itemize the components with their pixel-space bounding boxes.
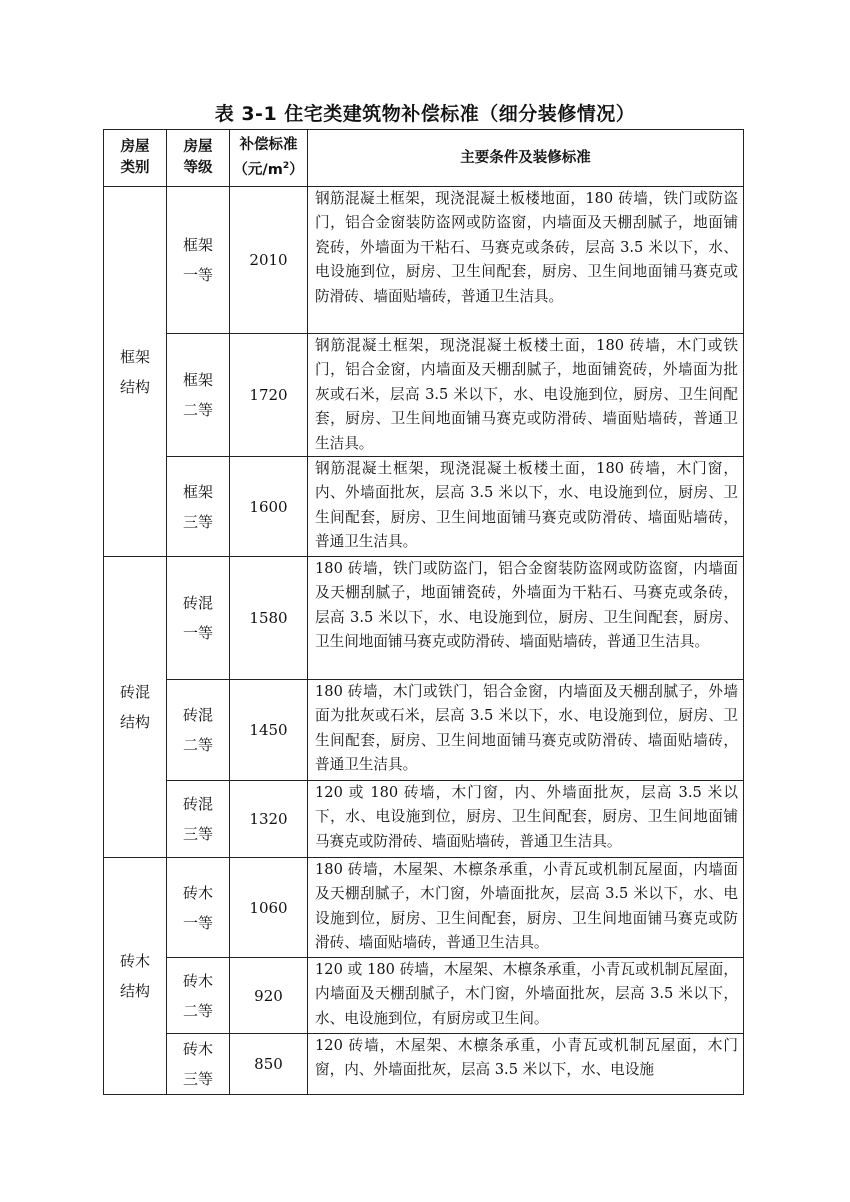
desc-cell: 钢筋混凝土框架，现浇混凝土板楼土面，180 砖墙，木门或铁门，铝合金窗，内墙面及天棚刮腻子，地面铺瓷砖，外墙面为批灰或石米，层高 3.5 米以下，水、电设施到位，厨房、卫生间配套，厨房、卫生间地面铺马赛克或防滑砖、墙面贴墙砖，普通卫生洁具。 — [308, 334, 744, 457]
table-title: 表 3-1 住宅类建筑物补偿标准（细分装修情况） — [214, 103, 636, 125]
grade-cell: 砖木二等 — [167, 958, 230, 1034]
header-price-unit: （元$/m^2$） — [233, 161, 304, 178]
grade-cell: 框架一等 — [167, 187, 230, 334]
grade-cell: 框架三等 — [167, 457, 230, 557]
price-cell: 850 — [230, 1034, 308, 1095]
grade-cell: 砖混一等 — [167, 557, 230, 680]
desc-cell — [308, 1034, 744, 1095]
header-category: 房屋类别 — [104, 130, 167, 187]
table-row — [104, 781, 744, 858]
desc-text: 120 砖墙，木屋架、木檩条承重，小青瓦或机制瓦屋面，木门窗，内、外墙面批灰，层高 3.5 米以下，水、电设施 — [315, 1037, 738, 1079]
category-cell: 砖混结构 — [104, 557, 167, 858]
desc-cell: 钢筋混凝土框架，现浇混凝土板楼土面，180 砖墙，木门窗，内、外墙面批灰，层高 3.5 米以下，水、电设施到位，厨房、卫生间配套，厨房、卫生间地面铺马赛克或防滑砖、墙面贴墙砖，普通卫生洁具。 — [308, 457, 744, 557]
header-desc: 主要条件及装修标准 — [308, 130, 744, 187]
desc-cell: 180 砖墙，铁门或防盗门，铝合金窗装防盗网或防盗窗，内墙面及天棚刮腻子，地面铺瓷砖，外墙面为干粘石、马赛克或条砖，层高 3.5 米以下，水、电设施到位，厨房、卫生间配套，厨房、卫生间地面铺马赛克或防滑砖、墙面贴墙砖，普通卫生洁具。 — [308, 557, 744, 680]
price-cell: 920 — [230, 958, 308, 1034]
table-row — [104, 858, 744, 958]
table-row — [104, 958, 744, 1034]
grade-cell: 框架二等 — [167, 334, 230, 457]
header-price — [230, 130, 308, 187]
desc-cell: 钢筋混凝土框架，现浇混凝土板楼地面，180 砖墙，铁门或防盗门，铝合金窗装防盗网或防盗窗，内墙面及天棚刮腻子，地面铺瓷砖，外墙面为干粘石、马赛克或条砖，层高 3.5 米以下，水、电设施到位，厨房、卫生间配套，厨房、卫生间地面铺马赛克或防滑砖、墙面贴墙砖，普通卫生洁具。 — [308, 187, 744, 334]
header-row — [104, 130, 744, 187]
grade-cell: 砖木一等 — [167, 858, 230, 958]
grade-cell: 砖混二等 — [167, 680, 230, 781]
header-price-line1: 补偿标准 — [239, 137, 298, 154]
grade-cell: 砖木三等 — [167, 1034, 230, 1095]
table-row — [104, 1034, 744, 1095]
grade-cell: 砖混三等 — [167, 781, 230, 858]
desc-cell: 180 砖墙，木门或铁门，铝合金窗，内墙面及天棚刮腻子，外墙面为批灰或石米，层高 3.5 米以下，水、电设施到位，厨房、卫生间配套，厨房、卫生间地面铺马赛克或防滑砖、墙面贴墙砖，普通卫生洁具。 — [308, 680, 744, 781]
category-cell: 框架结构 — [104, 187, 167, 557]
table-row — [104, 334, 744, 457]
price-cell: 2010 — [230, 187, 308, 334]
price-cell: 1060 — [230, 858, 308, 958]
table-row — [104, 187, 744, 334]
category-cell: 砖木结构 — [104, 858, 167, 1095]
header-grade: 房屋等级 — [167, 130, 230, 187]
price-cell: 1450 — [230, 680, 308, 781]
desc-cell: 180 砖墙，木屋架、木檩条承重，小青瓦或机制瓦屋面，内墙面及天棚刮腻子，木门窗，外墙面批灰，层高 3.5 米以下，水、电设施到位，厨房、卫生间配套，厨房、卫生间地面铺马赛克或防滑砖、墙面贴墙砖，普通卫生洁具。 — [308, 858, 744, 958]
table-row — [104, 557, 744, 680]
price-cell: 1720 — [230, 334, 308, 457]
table-row — [104, 457, 744, 557]
price-cell: 1580 — [230, 557, 308, 680]
price-cell: 1320 — [230, 781, 308, 858]
price-cell: 1600 — [230, 457, 308, 557]
desc-cell: 120 或 180 砖墙，木门窗，内、外墙面批灰，层高 3.5 米以下，水、电设施到位，厨房、卫生间配套，厨房、卫生间地面铺马赛克或防滑砖、墙面贴墙砖，普通卫生洁具。 — [308, 781, 744, 858]
desc-cell: 120 或 180 砖墙，木屋架、木檩条承重，小青瓦或机制瓦屋面，内墙面及天棚刮腻子，木门窗，外墙面批灰，层高 3.5 米以下，水、电设施到位，有厨房或卫生间。 — [308, 958, 744, 1034]
table-row — [104, 680, 744, 781]
compensation-table — [103, 129, 744, 1095]
